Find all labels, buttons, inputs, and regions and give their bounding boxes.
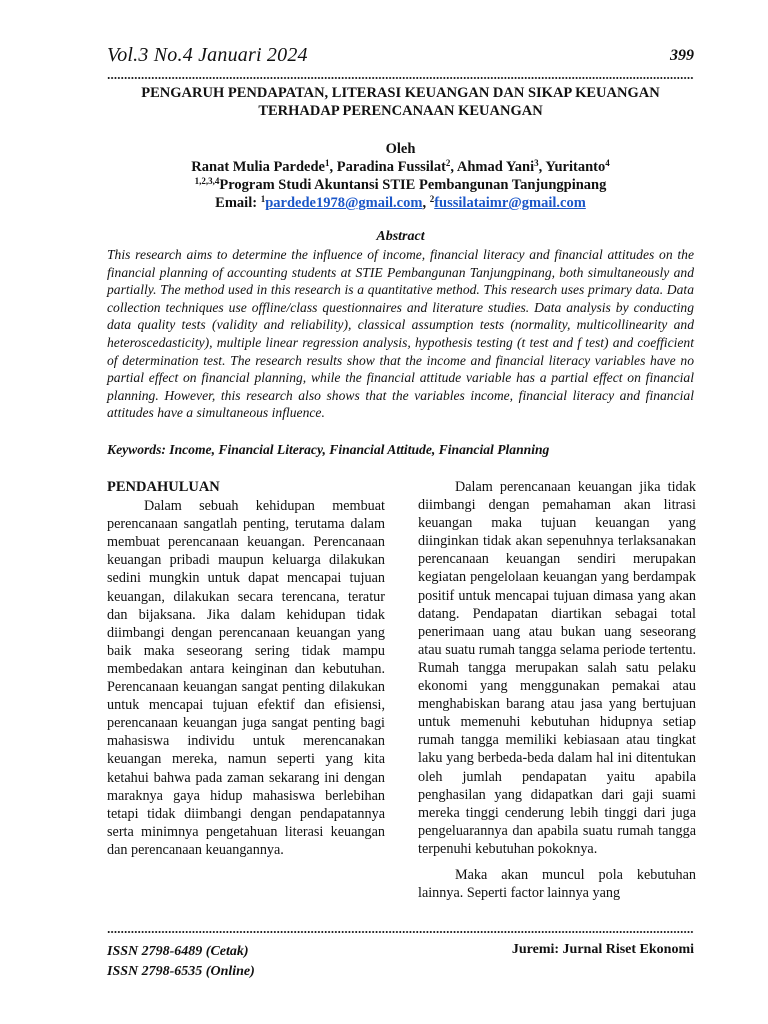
title-line-1: PENGARUH PENDAPATAN, LITERASI KEUANGAN DAN SIKAP KEUANGAN: [141, 85, 660, 101]
journal-name: Juremi: Jurnal Riset Ekonomi: [511, 942, 694, 957]
author-sup: 2: [445, 158, 451, 168]
issn-print: ISSN 2798-6489 (Cetak): [107, 944, 249, 959]
author-sup: 4: [605, 158, 610, 168]
issn-online: ISSN 2798-6535 (Online): [107, 964, 255, 979]
affiliation-sup: 1,2,3,4: [194, 176, 220, 186]
author-sup: 1: [325, 158, 330, 168]
author-name: Ahmad Yani: [456, 159, 535, 175]
abstract-text: This research aims to determine the influence of income, financial literacy and financial attitudes on the financial planning of accounting students at STIE Pembangunan Tanjungpinang, both simultaneously and partially. The method used in this research is a quantitative method. This research uses primary data. Data collection techniques use offline/class questionnaires and literature studies. Data analysis by conducting data quality tests (validity and reliability), classical assumption tests (normality, multicollinearity and heteroscedasticity), multiple linear regression analysis, hypothesis testing (t test and f test) and coefficient of determination test. The research results show that the income and financial literacy variables have no partial effect on financial planning, while the financial attitude variable has a partial effect on financial planning. However, this research also shows that the variables income, financial literacy and financial attitudes have a simultaneous influence.: [107, 247, 694, 421]
affiliation-text: Program Studi Akuntansi STIE Pembangunan Tanjungpinang: [219, 177, 607, 193]
paragraph: Dalam perencanaan keuangan jika tidak diimbangi dengan pemahaman akan litrasi keuangan maka tujuan keuangan yang diinginkan tidak akan sepenuhnya terlaksanakan perencanaan keuangan sendiri merupakan kegiatan pengelolaan keuangan yang berdampak positif untuk mencapai tujuan dimasa yang akan datang. Pendapatan diartikan sebagai total penerimaan uang atau bukan uang seseorang atau suatu rumah tangga selama periode tertentu. Rumah tangga merupakan salah satu pelaku ekonomi yang menggunakan pemakai atau menghabiskan barang atau jasa yang bertujuan untuk memenuhi kebutuhan hidupnya setiap rumah tangga memiliki kebiasaan atau tingkat laku yang berbeda-beda dalam hal ini ditentukan oleh jumlah pendapatan yaitu apabila penghasilan yang didapatkan dari gaji suami mereka tinggi cenderung lebih tinggi dari juga pengeluarannya dan apabila suatu rumah tangga terpenuhi kebutuhan pokoknya.: [418, 479, 696, 857]
issn-block: [107, 942, 255, 982]
paragraph: Maka akan muncul pola kebutuhan lainnya. Seperti factor lainnya yang: [418, 866, 696, 902]
email-line: Email: $^1$pardede1978@gmail.com, $^2$fussilataimr@gmail.com: [215, 194, 586, 211]
article-title: [107, 84, 694, 120]
paragraph: Dalam sebuah kehidupan membuat perencanaan sangatlah penting, terutama dalam membuat perencanaan keuangan. Perencanaan keuangan pribadi maupun keluarga dilakukan sedini mungkin untuk dapat mencapai tujuan keuangan, dilakukan secara terencana, teratur dan bijaksana. Jika dalam kehidupan tidak diimbangi dengan perencanaan keuangan yang baik maka seseorang sering tidak mampu membedakan antara keinginan dan kebutuhan. Perencanaan keuangan sangat penting dilakukan untuk mencapai tujuan efektif dan efisiensi, perencanaan keuangan juga sangat penting bagi mahasiswa individu untuk merencanakan keuangan mereka, namun seperti yang kita ketahui bahwa pada zaman sekarang ini dengan maraknya gaya hidup mahasiswa berlebihan tetapi tidak diimbangi dengan pendapatannya serta minimnya pengetahuan literasi keuangan dan perencanaan keuangannya.: [107, 498, 385, 858]
header-divider: [107, 76, 694, 80]
author-name: Yuritanto: [545, 159, 606, 175]
author-list: Ranat Mulia Pardede$^1$, Paradina Fussilat$^2$, Ahmad Yani$^3$, Yuritanto$^4$: [191, 158, 610, 175]
email-sup: 1: [260, 194, 266, 204]
body-column-right: [418, 478, 696, 902]
email-link-2[interactable]: fussilataimr@gmail.com: [434, 195, 586, 211]
body-column-left: [107, 478, 385, 859]
abstract-heading: Abstract: [376, 229, 425, 244]
email-link-1[interactable]: pardede1978@gmail.com: [265, 195, 423, 211]
author-name: Paradina Fussilat: [336, 159, 446, 175]
email-sup: 2: [429, 194, 435, 204]
author-block: [107, 140, 694, 212]
author-sup: 3: [534, 158, 539, 168]
section-heading: PENDAHULUAN: [107, 479, 220, 495]
author-name: Ranat Mulia Pardede: [191, 159, 325, 175]
page-number: 399: [670, 47, 694, 64]
title-line-2: TERHADAP PERENCANAAN KEUANGAN: [258, 103, 543, 119]
by-label: Oleh: [385, 141, 416, 157]
keywords: Keywords: Income, Financial Literacy, Financial Attitude, Financial Planning: [107, 442, 550, 457]
footer-divider: [107, 930, 694, 934]
email-label: Email:: [215, 195, 261, 211]
affiliation: [107, 176, 694, 194]
journal-volume-issue: Vol.3 No.4 Januari 2024: [107, 44, 308, 66]
